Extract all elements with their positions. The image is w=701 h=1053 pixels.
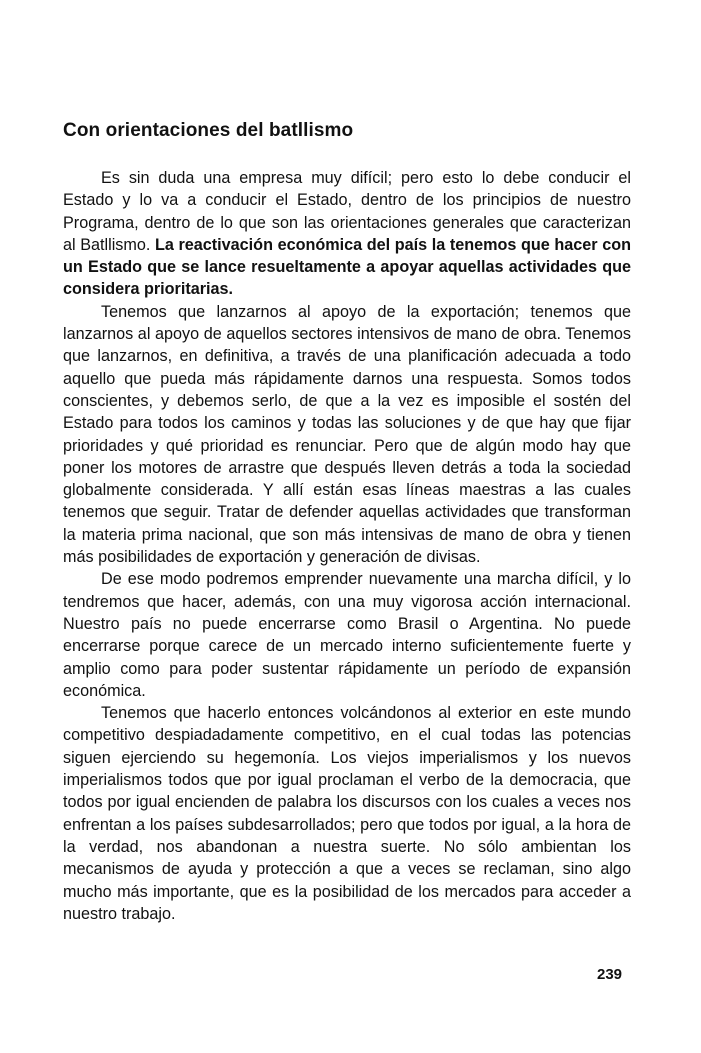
- paragraph-4: Tenemos que hacerlo entonces volcándonos al exterior en este mundo competitivo despiadadamente competitivo, en el cual todas las potencias siguen ejerciendo su hegemonía. Los viejos imperialismos y los nuevos imperialismos todos que por igual proclaman el verbo de la democracia, que todos por igual encienden de palabra los discursos con los cuales a veces nos enfrentan a los países subdesarrollados; pero que todos por igual, a la hora de la verdad, nos abandonan a nuestra suerte. No sólo ambientan los mecanismos de ayuda y protección a que a veces se reclaman, sino algo mucho más importante, que es la posibilidad de los mercados para acceder a nuestro trabajo.: [63, 704, 631, 923]
- paragraph-1-bold-text: La reactivación económica del país la tenemos que hacer con un Estado que se lance resueltamente a apoyar aquellas actividades que considera prioritarias.: [63, 235, 631, 299]
- paragraph-1: [63, 167, 631, 301]
- section-title: Con orientaciones del batllismo: [63, 120, 354, 141]
- paragraph-1-text: Es sin duda una empresa muy difícil; pero esto lo debe conducir el Estado y lo va a conducir el Estado, dentro de los principios de nuestro Programa, dentro de lo que son las orientaciones generales que caracterizan al Batllismo.: [63, 169, 631, 254]
- paragraph-3: De ese modo podremos emprender nuevamente una marcha difícil, y lo tendremos que hacer, además, con una muy vigorosa acción internacional. Nuestro país no puede encerrarse como Brasil o Argentina. No puede encerrarse porque carece de un mercado interno suficientemente fuerte y amplio como para poder sustentar rápidamente un período de expansión económica.: [63, 570, 631, 700]
- page-number: 239: [597, 966, 623, 983]
- paragraph-2: Tenemos que lanzarnos al apoyo de la exportación; tenemos que lanzarnos al apoyo de aquellos sectores intensivos de mano de obra. Tenemos que lanzarnos, en definitiva, a través de una planificación adecuada a todo aquello que pueda más rápidamente darnos una respuesta. Somos todos conscientes, y debemos serlo, de que a la vez es imposible el sostén del Estado para todos los caminos y todas las soluciones y de que hay que fijar prioridades y qué prioridad es renunciar. Pero que de algún modo hay que poner los motores de arrastre que después lleven detrás a toda la sociedad globalmente considerada. Y allí están esas líneas maestras a las cuales tenemos que seguir. Tratar de defender aquellas actividades que transforman la materia prima nacional, que son más intensivas de mano de obra y tienen más posibilidades de exportación y generación de divisas.: [63, 302, 631, 567]
- page-body: [63, 118, 631, 925]
